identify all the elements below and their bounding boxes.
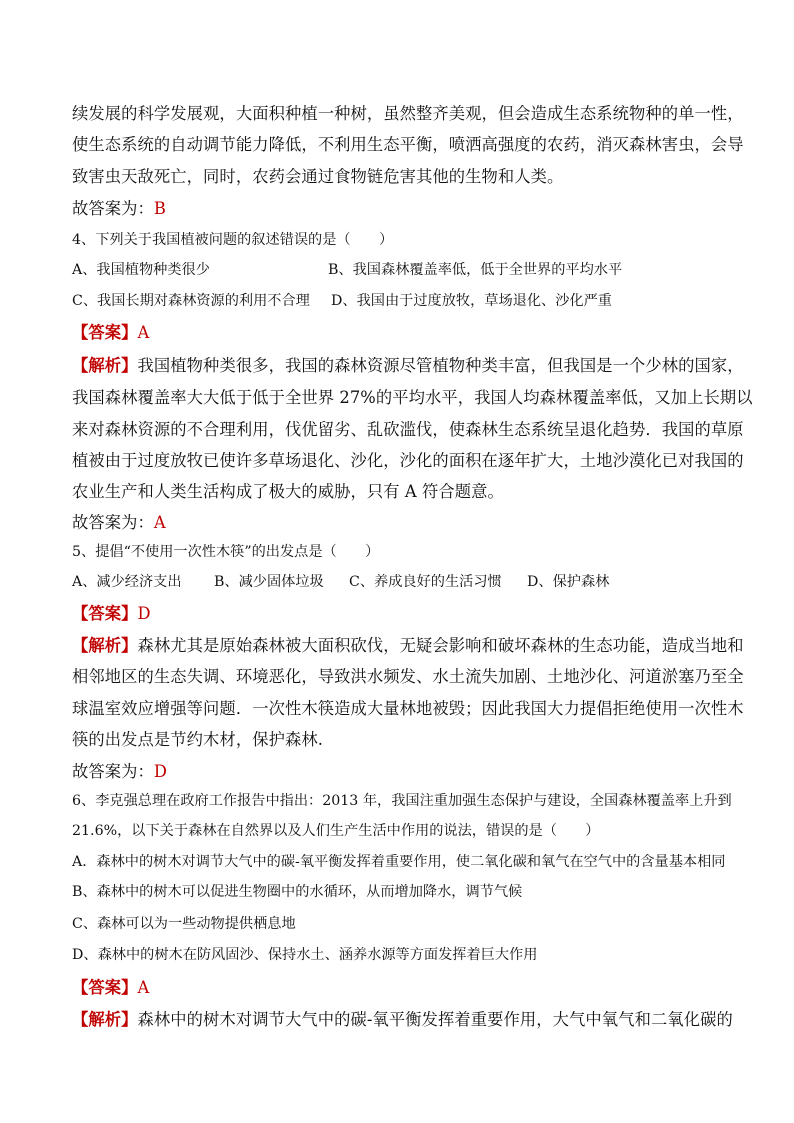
q6-stem-line-2: 21.6%，以下关于森林在自然界以及人们生产生活中作用的说法，错误的是（ ） <box>72 823 600 839</box>
q4-analysis-line-2: 我国森林覆盖率大大低于低于全世界 27%的平均水平，我国人均森林覆盖率低，又加上长期以 <box>72 388 753 407</box>
q4-stem: 4、下列关于我国植被问题的叙述错误的是（ ） <box>72 232 394 248</box>
analysis-tag: 【解析】 <box>72 1010 138 1029</box>
q5-analysis-line-2: 相邻地区的生态失调、环境恶化，导致洪水频发、水土流失加剧、土地沙化、河道淤塞乃至全 <box>72 667 744 686</box>
intro-final-answer <box>72 195 166 219</box>
q6-stem-line-1: 6、李克强总理在政府工作报告中指出：2013 年，我国注重加强生态保护与建设，全国森林覆盖率上升到 <box>72 793 732 809</box>
intro-line-3: 致害虫天敌死亡，同时，农药会通过食物链危害其他的生物和人类。 <box>72 167 564 186</box>
final-answer-label: 故答案为： <box>72 199 154 218</box>
analysis-tag: 【解析】 <box>72 356 138 375</box>
q4-option-b: B、我国森林覆盖率低，低于全世界的平均水平 <box>328 262 623 278</box>
q5-final-answer <box>72 758 167 782</box>
answer-value: A <box>137 323 150 342</box>
final-answer-label: 故答案为： <box>72 762 154 781</box>
q4-final-answer <box>72 509 166 533</box>
answer-value: D <box>137 604 151 623</box>
q6-option-d: D、森林中的树木在防风固沙、保持水土、涵养水源等方面发挥着巨大作用 <box>72 947 538 963</box>
q6-option-a: A．森林中的树木对调节大气中的碳-氧平衡发挥着重要作用，使二氧化碳和氧气在空气中的含量基本相同 <box>72 854 726 870</box>
final-answer-value: A <box>153 513 166 532</box>
q4-option-d: D、我国由于过度放牧，草场退化、沙化严重 <box>331 293 612 309</box>
analysis-text: 我国植物种类很多，我国的森林资源尽管植物种类丰富，但我国是一个少林的国家， <box>137 356 744 375</box>
q4-answer <box>72 319 149 343</box>
q5-analysis-line-4: 筷的出发点是节约木材，保护森林. <box>72 730 323 749</box>
q5-analysis-line-3: 球温室效应增强等问题．一次性木筷造成大量林地被毁；因此我国大力提倡拒绝使用一次性木 <box>72 699 744 718</box>
q4-analysis-line-1 <box>72 352 744 376</box>
q4-analysis-line-4: 植被由于过度放牧已使许多草场退化、沙化，沙化的面积在逐年扩大，土地沙漠化已对我国的 <box>72 451 744 470</box>
q4-analysis-line-3: 来对森林资源的不合理利用，伐优留劣、乱砍滥伐，使森林生态系统呈退化趋势．我国的草原 <box>72 420 744 439</box>
q5-option-d: D、保护森林 <box>527 574 610 590</box>
q6-answer <box>72 974 149 998</box>
q5-analysis-line-1 <box>72 632 744 656</box>
answer-tag: 【答案】 <box>72 323 138 342</box>
final-answer-value: B <box>153 199 166 218</box>
analysis-tag: 【解析】 <box>72 636 138 655</box>
final-answer-label: 故答案为： <box>72 513 154 532</box>
q6-option-b: B、森林中的树木可以促进生物圈中的水循环，从而增加降水，调节气候 <box>72 884 523 900</box>
answer-tag: 【答案】 <box>72 604 138 623</box>
q4-option-a: A、我国植物种类很少 <box>72 262 210 278</box>
q5-answer <box>72 600 151 624</box>
q5-option-a: A、减少经济支出 <box>72 574 182 590</box>
q5-option-c: C、养成良好的生活习惯 <box>349 574 502 590</box>
final-answer-value: D <box>153 762 168 781</box>
intro-line-2: 使生态系统的自动调节能力降低，不利用生态平衡，喷洒高强度的农药，消灭森林害虫，会导 <box>72 135 744 154</box>
analysis-text: 森林尤其是原始森林被大面积砍伐，无疑会影响和破坏森林的生态功能，造成当地和 <box>137 636 744 655</box>
intro-line-1: 续发展的科学发展观，大面积种植一种树，虽然整齐美观，但会造成生态系统物种的单一性， <box>72 104 744 123</box>
analysis-text: 森林中的树木对调节大气中的碳-氧平衡发挥着重要作用，大气中氧气和二氧化碳的 <box>137 1010 733 1029</box>
q6-analysis-line-1 <box>72 1006 733 1030</box>
q5-option-b: B、减少固体垃圾 <box>214 574 324 590</box>
answer-tag: 【答案】 <box>72 978 138 997</box>
answer-value: A <box>137 978 150 997</box>
q4-option-c: C、我国长期对森林资源的利用不合理 <box>72 293 310 309</box>
q6-option-c: C、森林可以为一些动物提供栖息地 <box>72 916 296 932</box>
q5-stem: 5、提倡“不使用一次性木筷”的出发点是（ ） <box>72 544 380 560</box>
q4-analysis-line-5: 农业生产和人类生活构成了极大的威胁，只有 A 符合题意。 <box>72 482 504 501</box>
